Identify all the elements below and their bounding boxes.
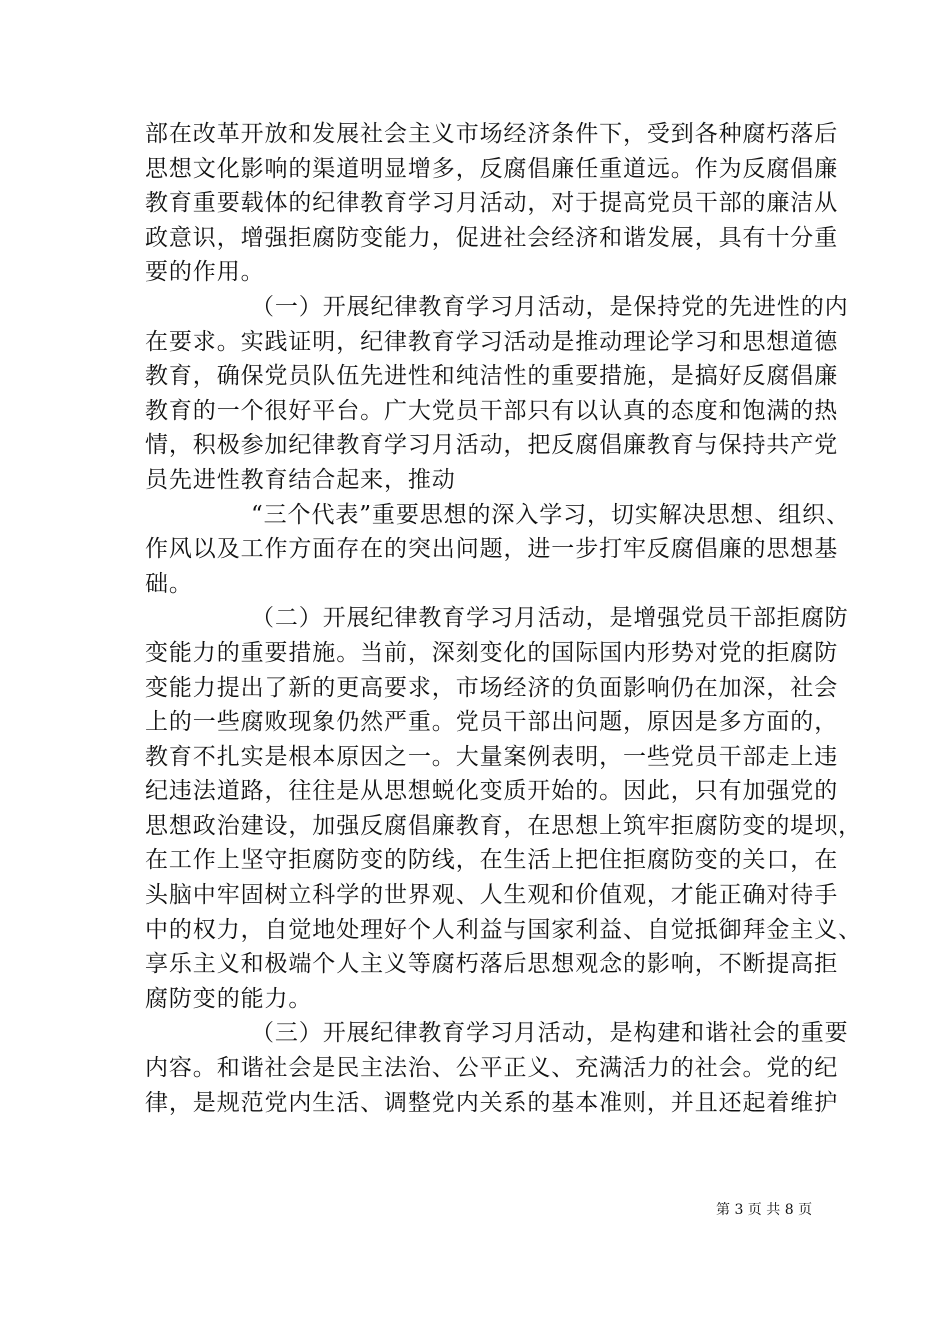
paragraph: [145, 601, 862, 1016]
paragraph: [145, 498, 850, 602]
body-text: [145, 117, 862, 1120]
text-line: （一）开展纪律教育学习月活动，是保持党的先进性的内: [251, 293, 849, 320]
text-line: 腐防变的能力。: [145, 985, 313, 1012]
text-line: 中的权力，自觉地处理好个人利益与国家利益、自觉抵御拜金主义、: [145, 916, 862, 943]
text-line: 部在改革开放和发展社会主义市场经济条件下，受到各种腐朽落后: [145, 121, 839, 147]
text-line: 享乐主义和极端个人主义等腐朽落后思想观念的影响，不断提高拒: [145, 951, 839, 978]
text-line: 律，是规范党内生活、调整党内关系的基本准则，并且还起着维护: [145, 1089, 839, 1116]
text-line: 上的一些腐败现象仍然严重。党员干部出问题，原因是多方面的，: [145, 709, 839, 736]
text-line: （二）开展纪律教育学习月活动，是增强党员干部拒腐防: [251, 605, 849, 632]
text-line: 头脑中牢固树立科学的世界观、人生观和价值观，才能正确对待手: [145, 882, 839, 909]
page-number-footer: 第 3 页 共 8 页: [716, 1202, 813, 1218]
text-line: 纪违法道路，往往是从思想蜕化变质开始的。因此，只有加强党的: [145, 778, 839, 805]
text-line: 作风以及工作方面存在的突出问题，进一步打牢反腐倡廉的思想基: [145, 536, 839, 563]
text-line: 教育，确保党员队伍先进性和纯洁性的重要措施，是搞好反腐倡廉: [145, 363, 839, 390]
text-line: 政意识，增强拒腐防变能力，促进社会经济和谐发展，具有十分重: [145, 224, 839, 251]
text-line: 变能力提出了新的更高要求，市场经济的负面影响仍在加深，社会: [145, 674, 839, 701]
text-line: （三）开展纪律教育学习月活动，是构建和谐社会的重要: [251, 1020, 849, 1047]
text-line: 教育不扎实是根本原因之一。大量案例表明，一些党员干部走上违: [145, 743, 839, 770]
text-line: 变能力的重要措施。当前，深刻变化的国际国内形势对党的拒腐防: [145, 639, 839, 666]
text-line: 在工作上坚守拒腐防变的防线，在生活上把住拒腐防变的关口，在: [145, 847, 839, 874]
text-line: 思想政治建设，加强反腐倡廉教育，在思想上筑牢拒腐防变的堤坝，: [145, 812, 862, 839]
text-line: 教育的一个很好平台。广大党员干部只有以认真的态度和饱满的热: [145, 397, 839, 424]
text-line: 内容。和谐社会是民主法治、公平正义、充满活力的社会。党的纪: [145, 1055, 839, 1082]
paragraph: [145, 117, 839, 290]
text-line: 在要求。实践证明，纪律教育学习活动是推动理论学习和思想道德: [145, 328, 839, 355]
text-line: 教育重要载体的纪律教育学习月活动，对于提高党员干部的廉洁从: [145, 190, 839, 217]
text-line: 础。: [145, 570, 193, 597]
paragraph: [145, 1016, 849, 1120]
text-line: 要的作用。: [145, 259, 265, 286]
text-line: 情，积极参加纪律教育学习月活动，把反腐倡廉教育与保持共产党: [145, 432, 839, 459]
text-line: 思想文化影响的渠道明显增多，反腐倡廉任重道远。作为反腐倡廉: [145, 155, 839, 182]
paragraph: [145, 290, 849, 498]
text-line: “三个代表”重要思想的深入学习，切实解决思想、组织、: [251, 501, 850, 528]
text-line: 员先进性教育结合起来，推动: [145, 466, 456, 493]
